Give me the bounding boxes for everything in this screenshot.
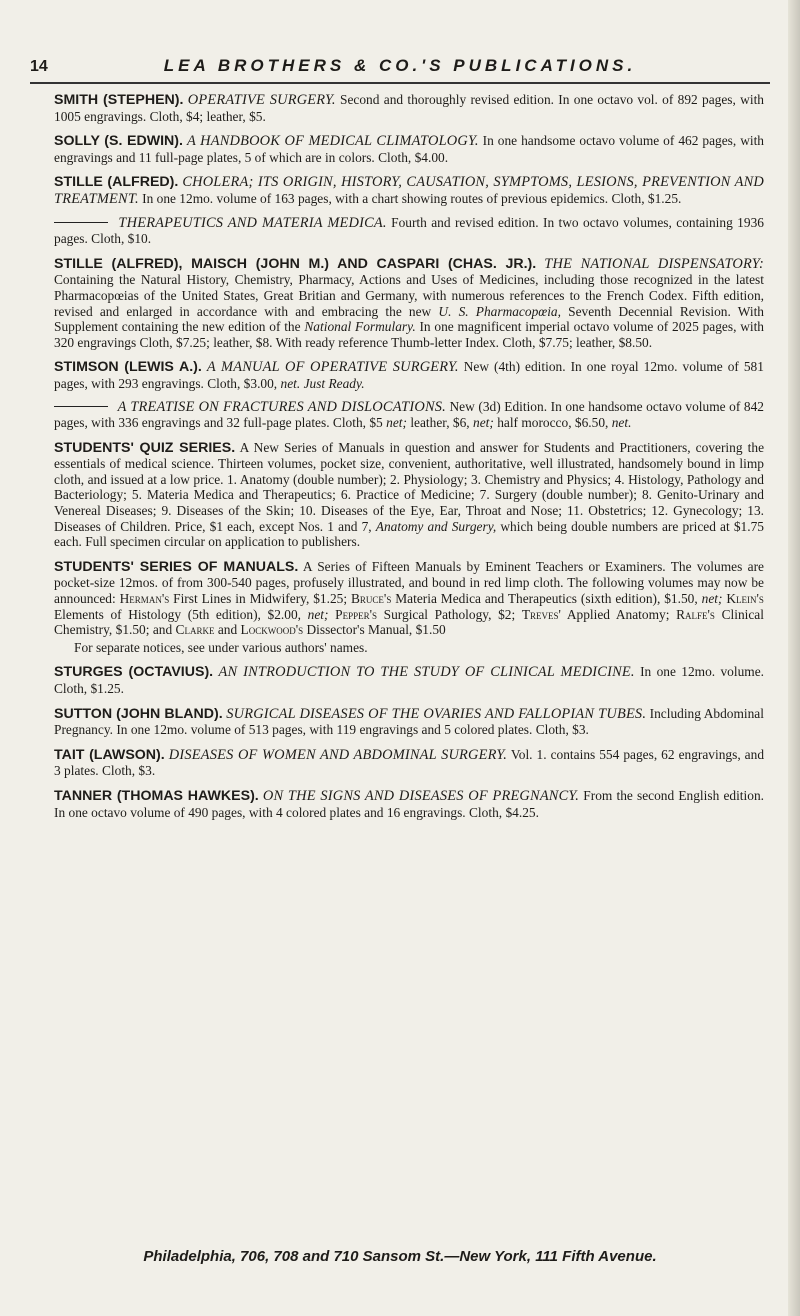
entry-text: leather, $6, bbox=[410, 415, 470, 431]
entry-text-emphasis: net. bbox=[611, 415, 632, 431]
entry-students-series-manuals bbox=[54, 559, 764, 638]
ditto-dash bbox=[54, 222, 108, 223]
entry-text: Clinical Chemistry, $1.50; and bbox=[54, 606, 764, 638]
ditto-dash bbox=[54, 406, 108, 407]
entry-author: SOLLY (S. EDWIN). bbox=[54, 133, 183, 150]
header-rule bbox=[30, 82, 770, 84]
entry-text-emphasis: net; bbox=[386, 415, 407, 431]
entry-author: SUTTON (JOHN BLAND). bbox=[54, 705, 223, 722]
entry-text: Containing the Natural History, Chemistry, Pharmacy, Actions and Uses of Medicines, including those recognized in the latest Pharmacopœias of the United States, Great Britian and Germany, with numerous references to the French Codex. Fifth edition, revised and enlarged in accordance with and embracing the new bbox=[54, 272, 764, 319]
author-name: Clarke bbox=[175, 622, 215, 638]
entry-text: Dissector's Manual, $1.50 bbox=[306, 622, 446, 638]
entry-text-emphasis: U. S. Pharmacopœia, bbox=[438, 303, 561, 319]
entry-text: New (3d) Edition. In one handsome octavo volume of 842 pages, with 336 engravings and 32 full-page plates. Cloth, $5 bbox=[54, 398, 764, 431]
entry-author: STILLE (ALFRED), MAISCH (JOHN M.) AND CASPARI (CHAS. JR.). bbox=[54, 255, 537, 272]
publisher-address: Philadelphia, 706, 708 and 710 Sansom St.—New York, 111 Fifth Avenue. bbox=[143, 1248, 657, 1265]
entry-text: From the second English edition. In one octavo volume of 490 pages, with 4 colored plates and 16 engravings. Cloth, $4.25. bbox=[54, 787, 764, 820]
entry-text: Fourth and revised edition. In two octavo volumes, containing 1936 pages. Cloth, $10. bbox=[54, 214, 764, 247]
page-edge bbox=[788, 0, 800, 1316]
entry-title: AN INTRODUCTION TO THE STUDY OF CLINICAL MEDICINE. bbox=[218, 664, 635, 681]
entry-text-emphasis: net; bbox=[307, 606, 329, 622]
entry-text-emphasis: net; bbox=[473, 415, 494, 431]
entry-title: SURGICAL DISEASES OF THE OVARIES AND FALLOPIAN TUBES. bbox=[226, 705, 647, 722]
catalog-entries bbox=[54, 92, 764, 829]
entry-text-emphasis: Anatomy and Surgery, bbox=[375, 518, 497, 534]
entry-author: STUDENTS' QUIZ SERIES. bbox=[54, 439, 236, 456]
entry-note: For separate notices, see under various authors' names. bbox=[74, 639, 368, 655]
entry-title: CHOLERA; ITS ORIGIN, HISTORY, CAUSATION, SYMPTOMS, LESIONS, PREVENTION AND TREATMENT. bbox=[54, 174, 764, 207]
entry-author: TAIT (LAWSON). bbox=[54, 746, 165, 763]
entry-author: STILLE (ALFRED). bbox=[54, 174, 179, 191]
entry-text: In one handsome octavo volume of 462 pages, with engravings and 11 full-page plates, 5 of which are in colors. Cloth, $4.00. bbox=[54, 133, 765, 165]
entry-sutton bbox=[54, 706, 764, 738]
author-name: Bruce's bbox=[351, 591, 392, 607]
entry-stille bbox=[54, 174, 764, 207]
entry-title: THERAPEUTICS AND MATERIA MEDICA. bbox=[118, 214, 387, 231]
entry-text: A New Series of Manuals in question and answer for Students and Practitioners, covering the essentials of medical science. Thirteen volumes, pocket size, convenient, authoritative, well illustrated, handsomely bound in limp cloth, and issued at a low price. 1. Anatomy (double number); 2. Physiology; 3. Chemistry and Physics; 4. Histology, Pathology and Bacteriology; 5. Materia Medica and Therapeutics; 6. Practice of Medicine; 7. Surgery (double number); 8. Genito-Urinary and Venereal Diseases; 9. Diseases of the Skin; 10. Diseases of the Eye, Ear, Throat and Nose; 11. Obstetrics; 12. Gynecology; 13. Diseases of Children. Price, $1 each, except Nos. 1 and 7, bbox=[54, 439, 765, 534]
entry-text: Seventh Decennial Revision. With Supplement containing the new edition of the bbox=[54, 303, 764, 335]
entry-students-quiz-series bbox=[54, 440, 764, 550]
entry-stimson bbox=[54, 359, 764, 391]
entry-title: ON THE SIGNS AND DISEASES OF PREGNANCY. bbox=[262, 787, 580, 804]
entry-author: SMITH (STEPHEN). bbox=[54, 92, 184, 108]
entry-title: THE NATIONAL DISPENSATORY: bbox=[544, 255, 764, 272]
entry-stimson-fractures bbox=[54, 399, 764, 431]
entry-title: A HANDBOOK OF MEDICAL CLIMATOLOGY. bbox=[186, 133, 479, 150]
page-number: 14 bbox=[30, 58, 48, 75]
author-name: Treves' bbox=[521, 606, 561, 622]
entry-author: STIMSON (LEWIS A.). bbox=[54, 359, 202, 376]
entry-text: Elements of Histology (5th edition), $2.00, bbox=[54, 606, 302, 622]
author-name: Ralfe's bbox=[676, 606, 715, 622]
entry-text-emphasis: National Formulary. bbox=[304, 319, 416, 335]
entry-text: half morocco, $6.50, bbox=[497, 415, 609, 431]
entry-text: A Series of Fifteen Manuals by Eminent Teachers or Examiners. The volumes are pocket-size 12mos. of from 300-540 pages, profusely illustrated, and bound in red limp cloth. The following volumes may now be announced: bbox=[54, 558, 764, 607]
entry-text-emphasis: net. Just Ready. bbox=[280, 375, 365, 391]
entry-text: which being double numbers are priced at $1.75 each. Full specimen circular on application to publishers. bbox=[54, 518, 764, 550]
entry-text: First Lines in Midwifery, $1.25; bbox=[173, 591, 348, 607]
entry-text: Materia Medica and Therapeutics (sixth edition), $1.50, bbox=[395, 591, 698, 607]
entry-text: Second and thoroughly revised edition. In one octavo vol. of 892 pages, with 1005 engravings. Cloth, $4; leather, $5. bbox=[54, 92, 764, 124]
entry-title: A MANUAL OF OPERATIVE SURGERY. bbox=[206, 359, 459, 376]
entry-title: OPERATIVE SURGERY. bbox=[187, 92, 336, 108]
entry-text: Applied Anatomy; bbox=[566, 606, 670, 622]
entry-text: Including Abdominal Pregnancy. In one 12mo. volume of 513 pages, with 119 engravings and 5 colored plates. Cloth, $3. bbox=[54, 705, 764, 738]
running-title: LEA BROTHERS & CO.'S PUBLICATIONS. bbox=[163, 56, 637, 75]
entry-solly bbox=[54, 133, 764, 165]
author-name: Lockwood's bbox=[240, 622, 304, 638]
entry-title: A TREATISE ON FRACTURES AND DISLOCATIONS. bbox=[117, 398, 446, 415]
entry-tanner bbox=[54, 788, 764, 820]
entry-text: Vol. 1. contains 554 pages, 62 engravings, and 3 plates. Cloth, $3. bbox=[54, 746, 765, 779]
entry-text: New (4th) edition. In one royal 12mo. volume of 581 pages, with 293 engravings. Cloth, $3.00, bbox=[54, 359, 764, 391]
entry-stille-therapeutics bbox=[54, 215, 764, 247]
entry-sturges bbox=[54, 664, 764, 696]
entry-text-emphasis: net; bbox=[701, 591, 723, 607]
entry-text: Surgical Pathology, $2; bbox=[383, 606, 516, 622]
author-name: Herman's bbox=[119, 591, 170, 607]
entry-smith bbox=[54, 92, 764, 124]
entry-text: and bbox=[217, 622, 238, 638]
entry-author: STURGES (OCTAVIUS). bbox=[54, 664, 214, 681]
entry-text: In one 12mo. volume. Cloth, $1.25. bbox=[54, 664, 764, 696]
author-name: Pepper's bbox=[335, 606, 377, 622]
entry-author: STUDENTS' SERIES OF MANUALS. bbox=[54, 558, 299, 575]
entry-stille-maisch-caspari bbox=[54, 256, 764, 351]
entry-text: In one 12mo. volume of 163 pages, with a chart showing routes of previous epidemics. Cloth, $1.25. bbox=[142, 190, 682, 206]
author-name: Klein's bbox=[726, 591, 764, 607]
entry-title: DISEASES OF WOMEN AND ABDOMINAL SURGERY. bbox=[168, 746, 508, 763]
entry-tait bbox=[54, 747, 764, 779]
entry-text: In one magnificent imperial octavo volume of 2025 pages, with 320 engravings Cloth, $7.25; leather, $8. With ready reference Thumb-letter Index. Cloth, $7.75; leather, $8.50. bbox=[54, 319, 765, 350]
entry-author: TANNER (THOMAS HAWKES). bbox=[54, 787, 259, 804]
